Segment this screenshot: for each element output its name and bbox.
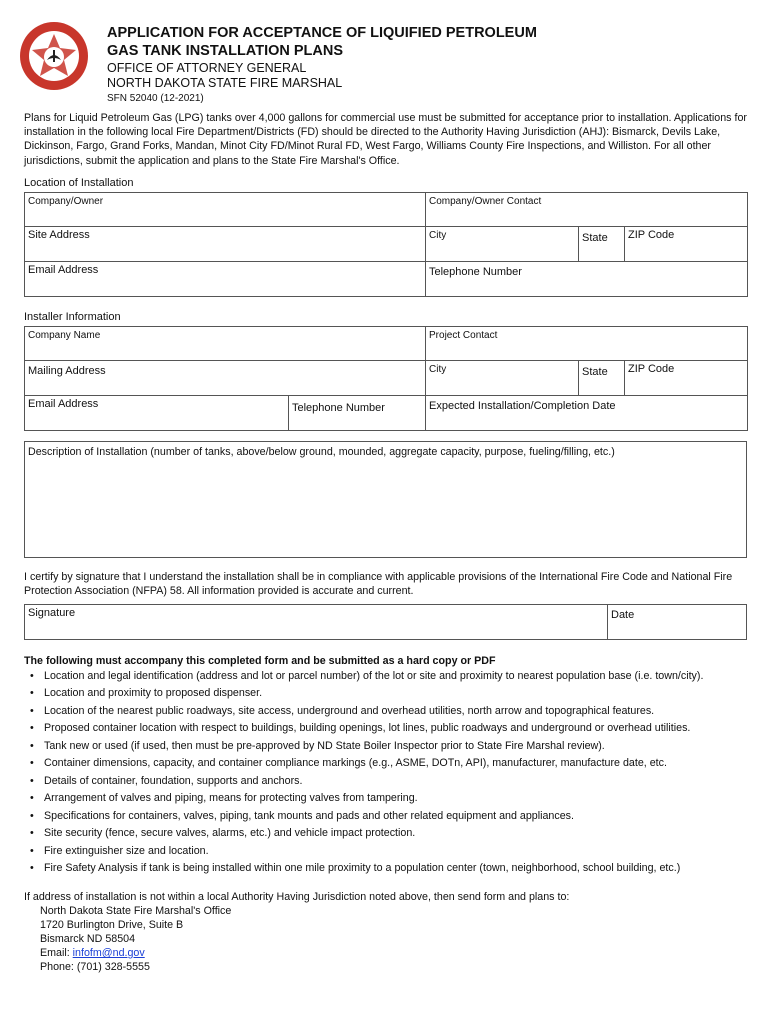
signature-field[interactable] <box>24 604 608 640</box>
certification-statement: I certify by signature that I understand the installation shall be in compliance with applicable provisions of the International Fire Code and National Fire Protection Association (NFPA) 58. All information provided is accurate and current. <box>24 571 733 598</box>
company-owner-field[interactable]: Company/Owner <box>25 193 426 227</box>
list-item: • Tank new or used (if used, then must be pre-approved by ND State Boiler Inspector prior to State Fire Marshal review). <box>30 738 760 755</box>
bullet-icon: • <box>30 809 34 822</box>
email-link[interactable]: infofm@nd.gov <box>72 947 145 959</box>
installer-section-label: Installer Information <box>24 311 121 323</box>
list-item: • Proposed container location with respect to buildings, building openings, lot lines, public roadways and underground or overhead utilities. <box>30 720 760 737</box>
city-line: Bismarck ND 58504 <box>40 933 136 945</box>
installer-table <box>24 326 748 431</box>
location-city-field[interactable]: City <box>426 227 579 262</box>
list-item: • Location of the nearest public roadways, site access, underground and overhead utilities, north arrow and topographical features. <box>30 703 760 720</box>
bullet-icon: • <box>30 792 34 805</box>
requirements-heading: The following must accompany this completed form and be submitted as a hard copy or PDF <box>24 655 496 667</box>
description-label: Description of Installation (number of tanks, above/below ground, mounded, aggregate capacity, purpose, fueling/filling, etc.) <box>28 446 615 458</box>
list-item: • Specifications for containers, valves, piping, tank mounts and pads and other related equipment and appliances. <box>30 808 760 825</box>
installer-email-field[interactable]: Email Address <box>25 396 289 431</box>
fire-marshal-seal-logo <box>18 20 90 92</box>
phone-line: Phone: (701) 328-5555 <box>40 961 150 973</box>
list-item: • Location and legal identification (address and lot or parcel number) of the lot or site and proximity to nearest population base (i.e. town/city). <box>30 668 760 685</box>
list-item: • Fire extinguisher size and location. <box>30 843 760 860</box>
date-label: Date <box>611 609 635 621</box>
street-line: 1720 Burlington Drive, Suite B <box>40 919 184 931</box>
agency-name: NORTH DAKOTA STATE FIRE MARSHAL <box>107 76 343 90</box>
list-item: • Container dimensions, capacity, and container compliance markings (e.g., ASME, DOTn, API), manufacturer, manufacture date, etc. <box>30 755 760 772</box>
location-state-field[interactable]: State <box>579 227 625 262</box>
list-item: • Site security (fence, secure valves, alarms, etc.) and vehicle impact protection. <box>30 825 760 842</box>
bullet-icon: • <box>30 739 34 752</box>
bullet-icon: • <box>30 774 34 787</box>
date-field[interactable] <box>607 604 747 640</box>
form-title: APPLICATION FOR ACCEPTANCE OF LIQUIFIED PETROLEUM GAS TANK INSTALLATION PLANS <box>107 25 537 59</box>
installer-state-field[interactable]: State <box>579 361 625 396</box>
bullet-icon: • <box>30 704 34 717</box>
list-item: • Location and proximity to proposed dispenser. <box>30 685 760 702</box>
description-field[interactable] <box>24 441 747 558</box>
mailing-address-block <box>40 904 231 974</box>
bullet-icon: • <box>30 670 34 682</box>
list-item: • Fire Safety Analysis if tank is being installed within one mile proximity to a population center (town, neighborhood, school building, etc.) <box>30 860 760 877</box>
list-item: • Details of container, foundation, supports and anchors. <box>30 773 760 790</box>
bullet-icon: • <box>30 844 34 857</box>
email-line: Email: infofm@nd.gov <box>40 947 145 959</box>
send-to-instructions: If address of installation is not within a local Authority Having Jurisdiction noted above, then send form and plans to: <box>24 891 570 903</box>
bullet-icon: • <box>30 757 34 770</box>
location-email-field[interactable]: Email Address <box>25 262 426 297</box>
installer-company-name-field[interactable]: Company Name <box>25 327 426 361</box>
site-address-field[interactable]: Site Address <box>25 227 426 262</box>
location-zip-field[interactable]: ZIP Code <box>625 227 748 262</box>
office-name: OFFICE OF ATTORNEY GENERAL <box>107 61 307 75</box>
installer-mailing-address-field[interactable]: Mailing Address <box>25 361 426 396</box>
requirements-list <box>30 668 760 877</box>
location-table <box>24 192 748 297</box>
installer-telephone-field[interactable]: Telephone Number <box>289 396 426 431</box>
bullet-icon: • <box>30 687 34 700</box>
installer-completion-date-field[interactable]: Expected Installation/Completion Date <box>426 396 748 431</box>
list-item: • Arrangement of valves and piping, means for protecting valves from tampering. <box>30 790 760 807</box>
bullet-icon: • <box>30 722 34 735</box>
installer-project-contact-field[interactable]: Project Contact <box>426 327 748 361</box>
office-name-line: North Dakota State Fire Marshal's Office <box>40 905 232 917</box>
installer-zip-field[interactable]: ZIP Code <box>625 361 748 396</box>
location-telephone-field[interactable]: Telephone Number <box>426 262 748 297</box>
form-number: SFN 52040 (12-2021) <box>107 93 204 104</box>
intro-paragraph: Plans for Liquid Petroleum Gas (LPG) tanks over 4,000 gallons for commercial use must be submitted for acceptance prior to installation. Applications for installation in the following local Fire Department/Districts (FD) should be directed to the Authority Having Jurisdiction (AHJ): Bismarck, Devils Lake, Dickinson, Fargo, Grand Forks, Mandan, Minot City FD/Minot Rural FD, West Fargo, Williams County Fire Inspections, and Williston. For all other jurisdictions, submit the application and plans to the State Fire Marshal's Office. <box>24 112 747 167</box>
location-section-label: Location of Installation <box>24 177 134 189</box>
bullet-icon: • <box>30 827 34 840</box>
bullet-icon: • <box>30 861 34 874</box>
installer-city-field[interactable]: City <box>426 361 579 396</box>
signature-label: Signature <box>28 607 76 619</box>
company-owner-contact-field[interactable]: Company/Owner Contact <box>426 193 748 227</box>
